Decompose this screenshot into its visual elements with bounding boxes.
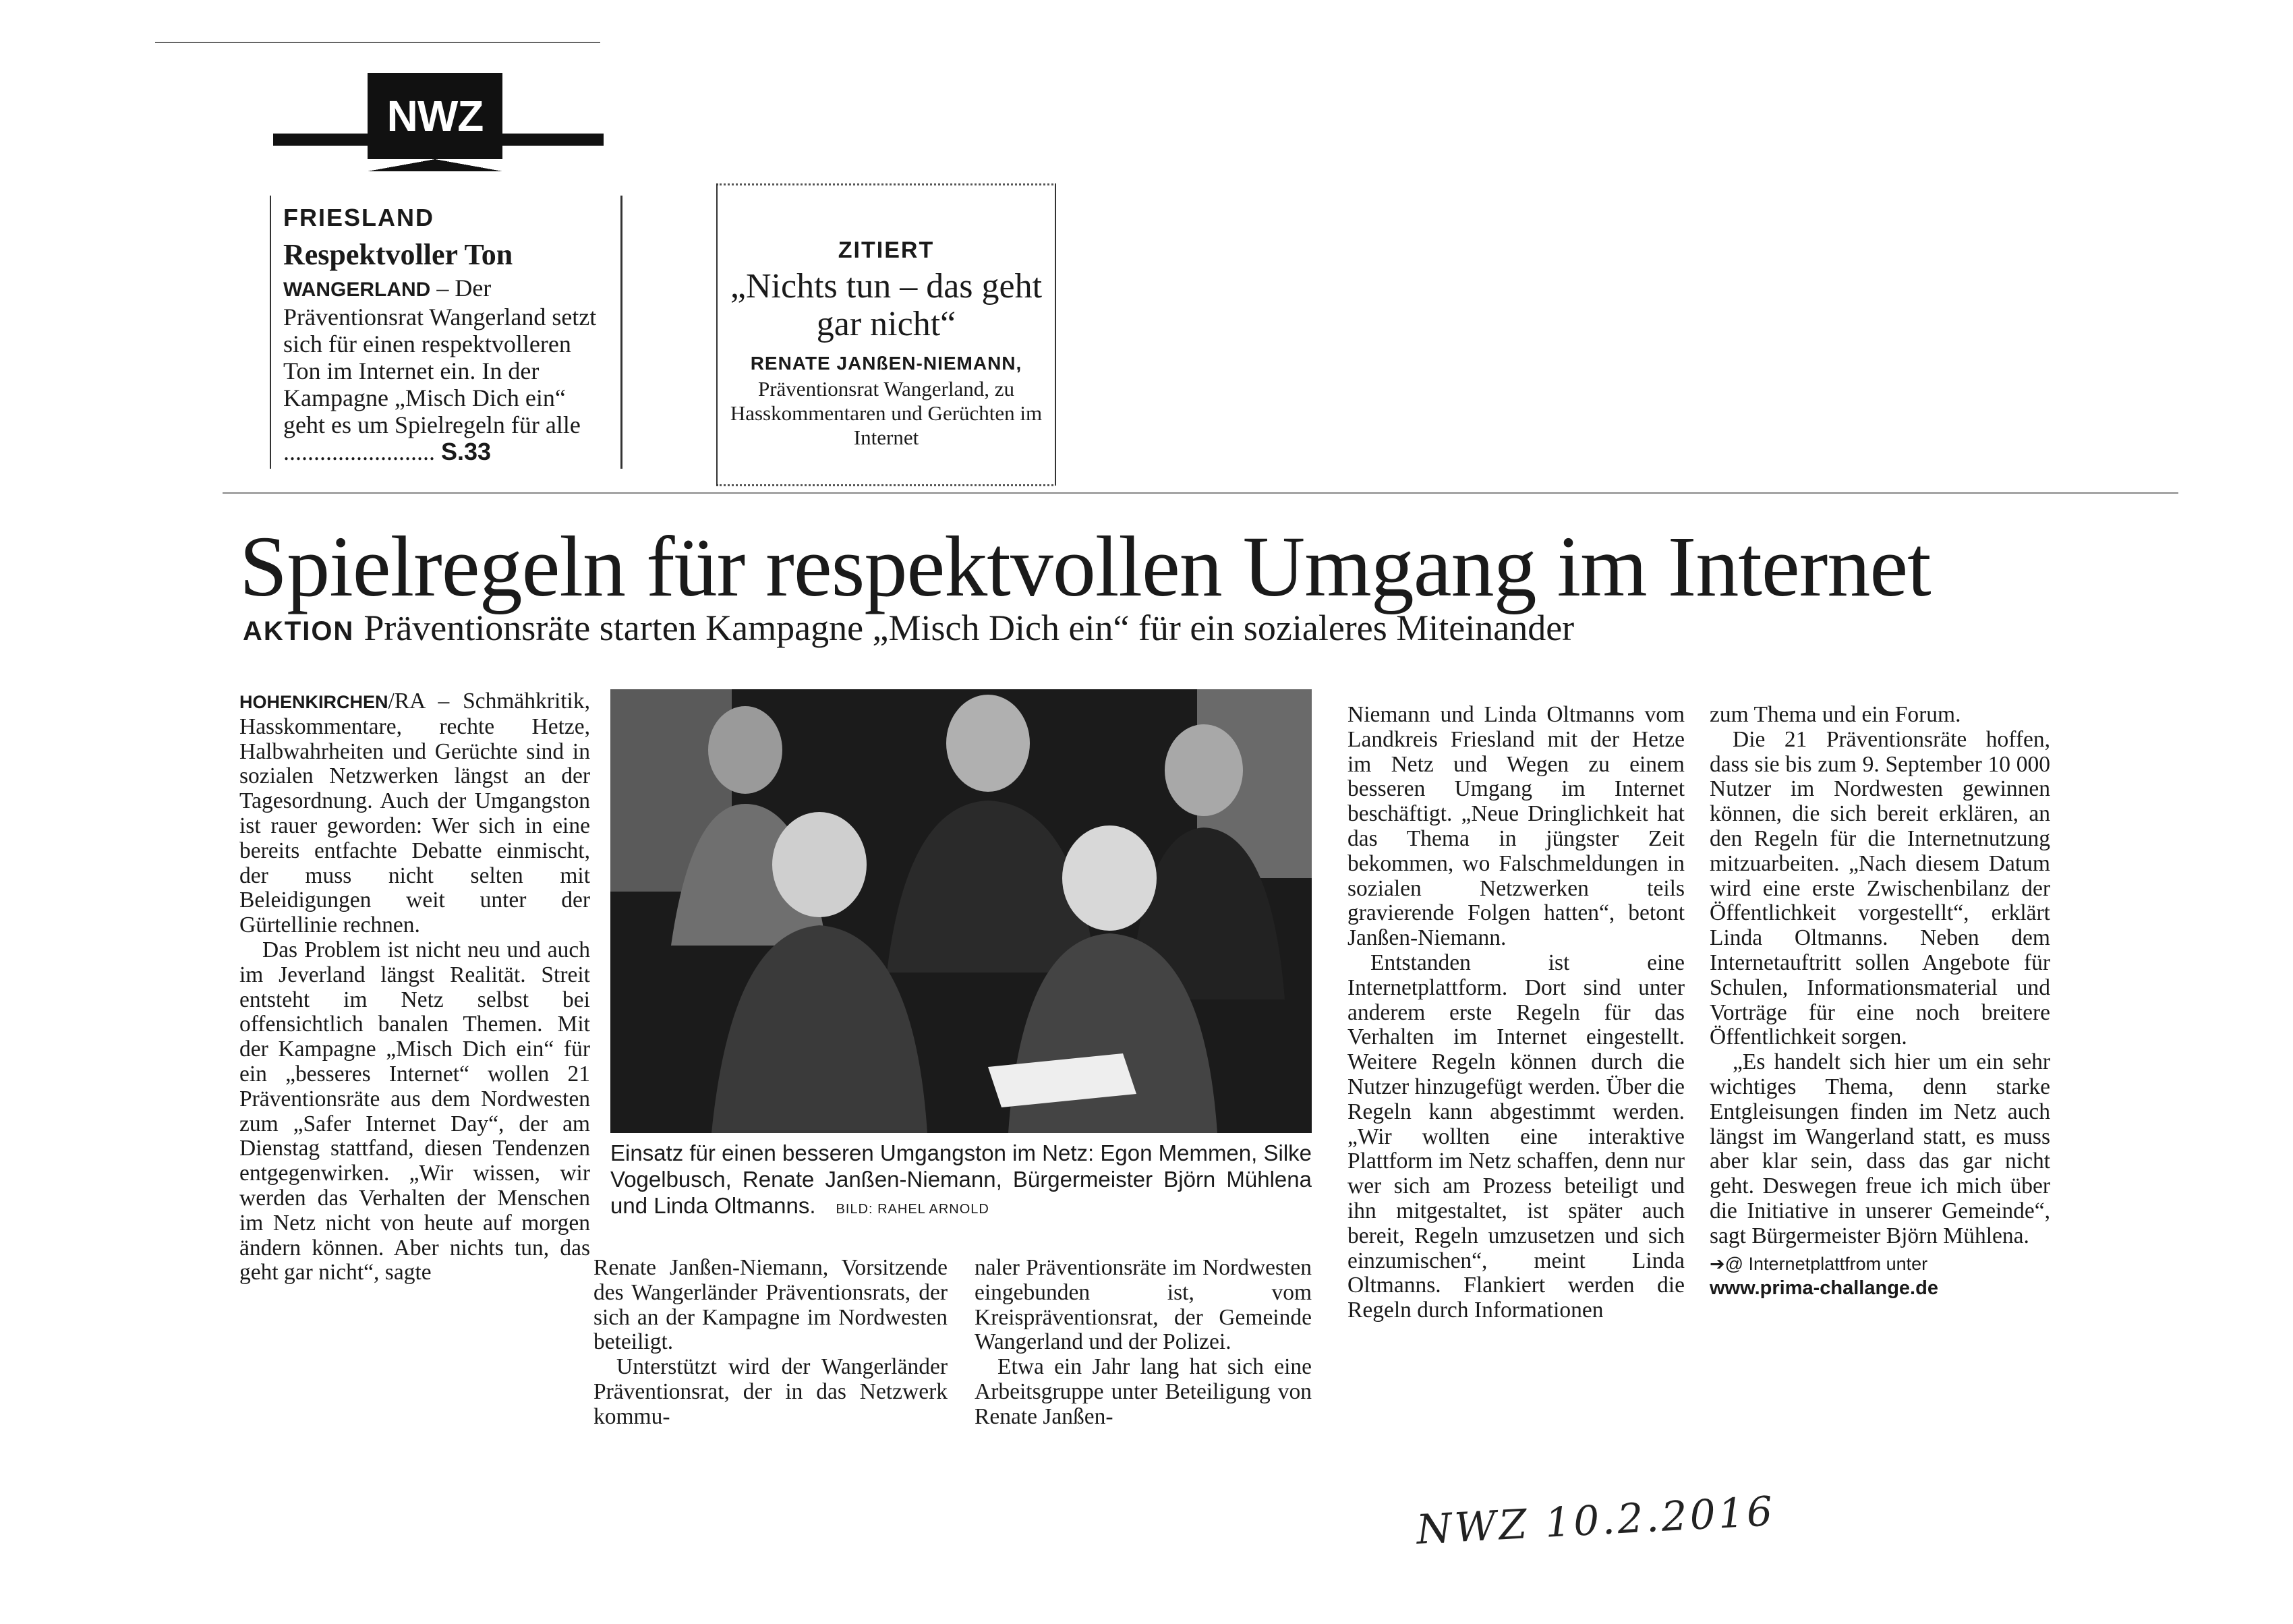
article-photo: [610, 689, 1312, 1133]
teaser-text: – Der Präventionsrat Wangerland setzt sich für einen respektvolleren Ton im Internet ein. In der Kampagne „Misch Dich ein“ geht es um Spielregeln für alle .........................: [283, 274, 597, 465]
teaser-title: Respektvoller Ton: [283, 238, 513, 271]
teaser-dateline: WANGERLAND: [283, 279, 431, 301]
article-column-2a: [593, 1256, 948, 1430]
paragraph: Die 21 Präventionsräte hoffen, dass sie bis zum 9. September 10 000 Nutzer im Nordwesten gewinnen können, die sich bereit erklären, an den Regeln für die Internetnutzung mitzuarbeiten. „Nach diesem Datum wird eine erste Zwischenbilanz der Öffentlichkeit vorgestellt“, erklärt Linda Oltmanns. Neben dem Internetauftritt sollen Angebote für Schulen, Informationsmaterial und Vorträge für eine noch breitere Öffentlichkeit sorgen.: [1710, 726, 2050, 1050]
caption-text: Einsatz für einen besseren Umgangston im Netz: Egon Memmen, Silke Vogelbusch, Renate Janßen-Niemann, Bürgermeister Björn Mühlena und Linda Oltmanns.: [610, 1140, 1312, 1218]
paragraph: zum Thema und ein Forum.: [1710, 702, 1961, 727]
paragraph: Renate Janßen-Niemann, Vorsitzende des Wangerländer Präventionsrats, der sich an der Kampagne im Nordwesten beteiligt.: [593, 1255, 948, 1355]
teaser-section: FRIESLAND: [283, 204, 434, 231]
paragraph: „Es handelt sich hier um ein sehr wichtiges Thema, denn starke Entgleisungen finden im Netz auch längst im Wangerland statt, es muss aber klar sein, dass das gar nicht geht. Deswegen freue ich mich über die Initiative in unserer Gemeinde“, sagt Bürgermeister Björn Mühlena.: [1710, 1049, 2050, 1248]
section-divider: [223, 492, 2178, 494]
paragraph-text: – Schmähkritik, Hasskommentare, rechte Hetze, Halbwahrheiten und Gerüchte sind in sozialen Netzwerken längst an der Tagesordnung. Auch der Umgangston ist rauer geworden: Wer sich in eine bereits entfachte Debatte einmischt, der muss nicht selten mit Beleidigungen weit unter der Gürtellinie rechnen.: [239, 689, 590, 938]
paragraph: naler Präventionsräte im Nordwesten eingebunden ist, vom Kreispräventionsrat, der Gemeinde Wangerland und der Polizei.: [975, 1255, 1312, 1355]
article-column-4: [1710, 703, 2050, 1301]
paragraph: Entstanden ist eine Internetplattform. Dort sind unter anderem erste Regeln für das Verhalten im Internet eingestellt. Weitere Regeln können durch die Nutzer hinzugefügt werden. Über die Regeln kann abgestimmt werden. „Wir wollten eine interaktive Plattform im Netz schaffen, denn nur wer sich am Prozess beteiligt und ihn mitgestaltet, ist später auch bereit, Regeln umzusetzen und sich einzumischen“, meint Linda Oltmanns. Flankiert werden die Regeln durch Informationen: [1347, 950, 1685, 1323]
group-photo-illustration: [610, 689, 1312, 1133]
quote-author-description: Präventionsrat Wangerland, zu Hasskommentaren und Gerüchten im Internet: [730, 377, 1043, 449]
teaser-body: [283, 274, 600, 465]
article-column-1: [239, 689, 590, 1285]
article-headline: Spielregeln für respektvollen Umgang im Internet: [239, 519, 1931, 614]
quote-text: „Nichts tun – das geht gar nicht“: [730, 267, 1043, 343]
paragraph: Unterstützt wird der Wangerländer Präventionsrat, der in das Netzwerk kommu-: [593, 1354, 948, 1429]
paragraph: Das Problem ist nicht neu und auch im Jeverland längst Realität. Streit entsteht im Netz selbst bei offensichtlich banalen Themen. Mit der Kampagne „Misch Dich ein“ für ein „besseres Internet“ wollen 21 Präventionsräte aus dem Nordwesten zum „Safer Internet Day“, der am Dienstag stattfand, diesen Tendenzen entgegenwirken. „Wir wissen, wir werden das Verhalten der Menschen im Netz nicht von heute auf morgen ändern können. Aber nichts tun, das geht gar nicht“, sagte: [239, 937, 590, 1285]
quote-kicker: ZITIERT: [838, 237, 935, 263]
logo-text: NWZ: [386, 92, 484, 140]
article-kicker: AKTION: [243, 616, 355, 646]
article-dateline: HOHENKIRCHEN: [239, 692, 388, 712]
photo-credit: BILD: RAHEL ARNOLD: [836, 1202, 989, 1217]
online-hint: ➔@ Internetplattfrom unter: [1710, 1253, 1928, 1274]
article-column-3: [1347, 703, 1685, 1323]
paragraph: [239, 689, 590, 938]
photo-caption: [610, 1140, 1312, 1223]
article-agency: /RA: [388, 689, 425, 714]
article-column-2b: [975, 1256, 1312, 1430]
article-subline: Präventionsräte starten Kampagne „Misch Dich ein“ für ein sozialeres Miteinander: [364, 608, 1575, 648]
article-subline-row: [243, 607, 1983, 649]
paragraph: Etwa ein Jahr lang hat sich eine Arbeitsgruppe unter Beteiligung von Renate Janßen-: [975, 1354, 1312, 1429]
quote-author: RENATE JANßEN-NIEMANN,: [750, 353, 1022, 374]
top-rule-left: [155, 42, 600, 43]
teaser-page-ref: S.33: [441, 438, 492, 465]
teaser-zitiert: [716, 183, 1056, 486]
handwritten-date-note: NWZ 10.2.2016: [1415, 1488, 1776, 1554]
paragraph: Niemann und Linda Oltmanns vom Landkreis Friesland mit der Hetze im Netz und Wegen zu einem besseren Umgang im Internet beschäftigt. „Neue Dringlichkeit hat das Thema in jüngster Zeit bekommen, wo Falschmeldungen in sozialen Netzwerken teils gravierende Folgen hatten“, betont Janßen-Niemann.: [1347, 702, 1685, 951]
nwz-logo: [368, 73, 502, 159]
online-url: www.prima-challange.de: [1710, 1277, 1938, 1300]
teaser-friesland: [270, 196, 622, 469]
